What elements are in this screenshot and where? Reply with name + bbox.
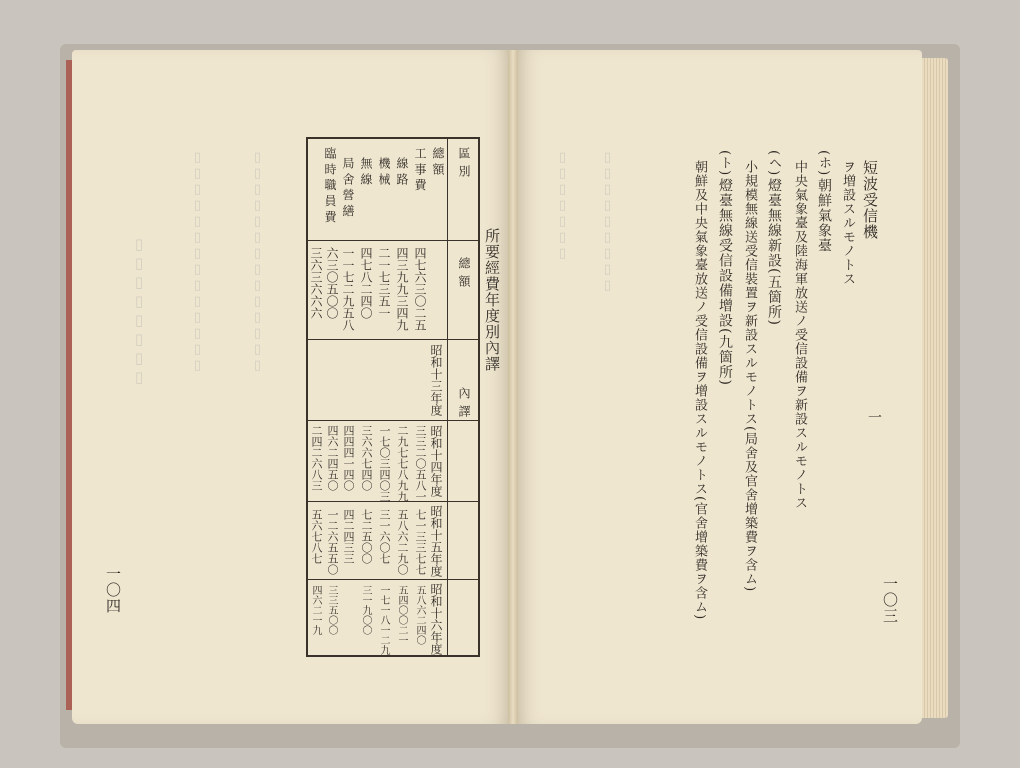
- value-cell: 五六七八七: [310, 509, 323, 564]
- page-number-right: 一〇三: [881, 576, 899, 624]
- total-cell: 四七八二四〇: [359, 247, 373, 319]
- row-label: 總 額: [431, 147, 445, 175]
- value-cell: 四四四一四〇: [342, 425, 355, 491]
- value-cell: 二四二六八三: [310, 425, 323, 491]
- year-header: 昭和十六年度: [429, 583, 443, 655]
- header-kubun: 區 別: [457, 147, 471, 178]
- text-line: 燈臺無線受信設備增設(九箇所): [717, 178, 733, 386]
- text-line: 朝鮮氣象臺: [816, 178, 832, 253]
- header-sogaku: 總 額: [457, 257, 471, 288]
- total-cell: 二一七三五一: [377, 247, 391, 319]
- value-cell: 三三五〇〇: [326, 585, 337, 635]
- text-line: 短波受信機: [861, 160, 879, 240]
- table-rule: [308, 420, 478, 421]
- bleed-through: ▯▯▯▯▯▯▯▯▯▯▯▯▯▯: [190, 150, 205, 374]
- value-cell: 一二六五五〇: [326, 509, 339, 575]
- year-header: 昭和十五年度: [429, 505, 443, 577]
- row-label: 線 路: [395, 157, 409, 185]
- bleed-through: ▯▯▯▯▯▯▯▯: [130, 235, 148, 387]
- value-cell: 一七〇三四〇三: [378, 425, 391, 502]
- bleed-through: ▯▯▯▯▯▯▯▯▯▯▯▯▯▯: [250, 150, 265, 374]
- page-edges: [922, 58, 948, 718]
- item-marker: (ヘ): [766, 150, 781, 177]
- text-line: ヲ増設スルモノトス: [840, 160, 855, 286]
- value-cell: 二九七七八九九: [396, 425, 409, 502]
- item-marker: (ト): [717, 150, 732, 177]
- value-cell: 三一九〇〇: [360, 585, 371, 635]
- year-header: 昭和十四年度: [429, 425, 443, 497]
- value-cell: 七二五〇〇: [360, 509, 373, 564]
- value-cell: 三三二〇五八一: [414, 425, 427, 502]
- total-cell: 四三九九三四九: [395, 247, 409, 331]
- item-marker: (ホ): [816, 150, 831, 177]
- value-cell: 五八六二四〇: [414, 585, 425, 645]
- year-header: 昭和十三年度: [429, 344, 443, 416]
- total-cell: 一一七二九五八: [341, 247, 355, 331]
- budget-table: [306, 137, 480, 657]
- value-cell: 四六二一九: [310, 585, 321, 635]
- value-cell: 四六二四五〇: [326, 425, 339, 491]
- row-label: 工 事 費: [413, 147, 427, 191]
- value-cell: 五八六二九〇: [396, 509, 409, 575]
- row-label: 無 線: [359, 157, 373, 185]
- text-line-suffix: 一: [866, 410, 882, 425]
- value-cell: 三六六七四〇: [360, 425, 373, 491]
- row-label: 機 械: [377, 157, 391, 185]
- value-cell: 五四〇〇二一: [396, 585, 407, 645]
- bleed-through: ▯▯▯▯▯▯▯▯▯: [600, 150, 615, 294]
- page-number-left: 一〇四: [104, 566, 122, 614]
- value-cell: 七一三三七七: [414, 509, 427, 575]
- value-cell: 三一六〇七: [378, 509, 391, 564]
- table-rule: [308, 339, 478, 340]
- text-line: 中央氣象臺及陸海軍放送ノ受信設備ヲ新設スルモノトス: [792, 160, 807, 510]
- text-line: 小規模無線送受信裝置ヲ新設スルモノトス(局舍及官舍增築費ヲ含ム): [742, 160, 757, 593]
- table-title: 所要經費年度別內譯: [483, 228, 501, 372]
- total-cell: 三六三六六六: [309, 247, 323, 319]
- total-cell: 四七六三〇二五: [413, 247, 427, 331]
- row-label: 局 舍 營 繕: [341, 157, 355, 217]
- row-label: 臨 時 職 員 費: [323, 147, 337, 223]
- value-cell: 四二四三三: [342, 509, 355, 564]
- table-rule: [308, 501, 478, 502]
- total-cell: 六三〇五〇〇: [325, 247, 339, 319]
- bleed-through: ▯▯▯▯▯▯▯: [555, 150, 570, 262]
- text-line: 燈臺無線新設(五箇所): [766, 178, 782, 326]
- header-naiyaku: 內 譯: [457, 387, 471, 418]
- value-cell: 一七一八一二九: [378, 585, 389, 655]
- table-rule: [308, 579, 478, 580]
- table-rule: [308, 240, 478, 241]
- book-gutter: [508, 50, 518, 724]
- text-line: 朝鮮及中央氣象臺放送ノ受信設備ヲ增設スルモノトス(官舍增築費ヲ含ム): [692, 160, 707, 621]
